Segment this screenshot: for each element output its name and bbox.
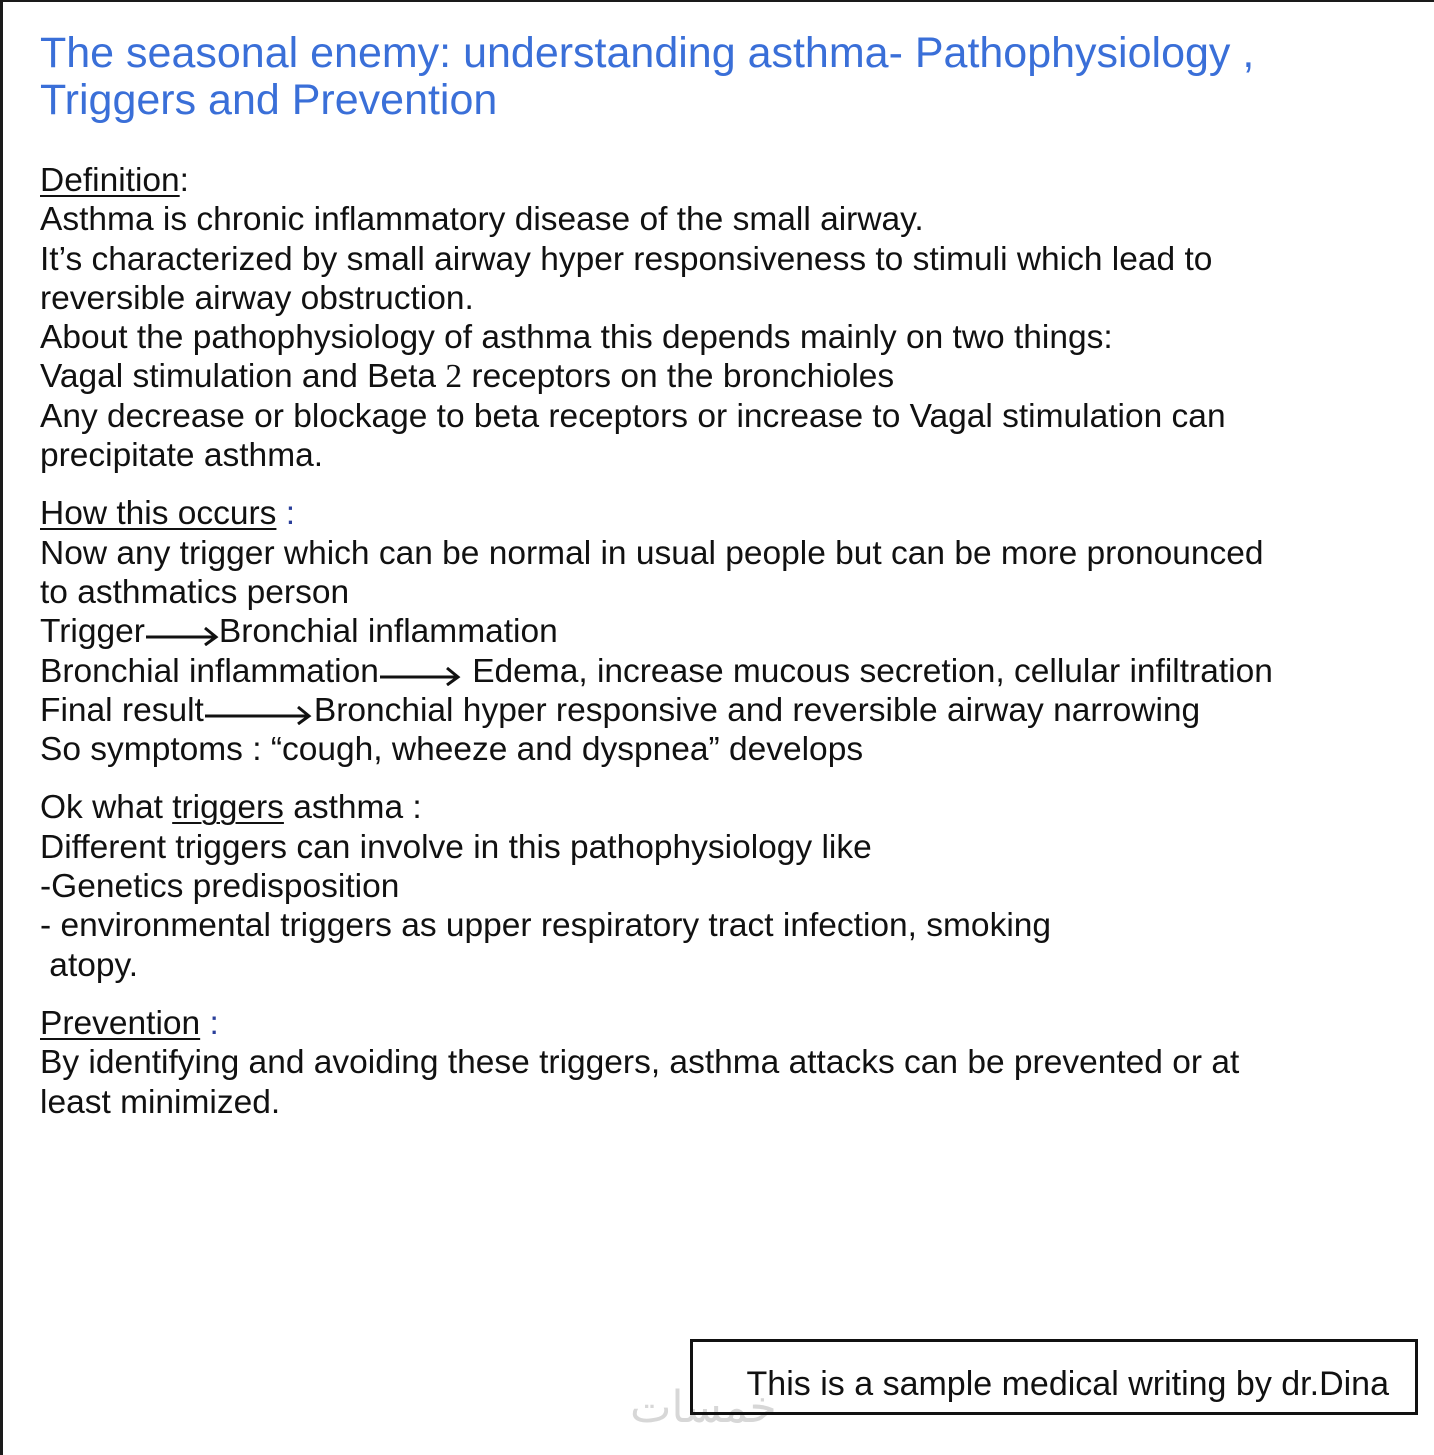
- definition-line: It’s characterized by small airway hyper responsiveness to stimuli which lead to: [40, 240, 1213, 278]
- prevention-heading-line: [40, 1004, 1410, 1043]
- triggers-underlined: triggers: [172, 789, 284, 827]
- triggers-suffix: asthma :: [283, 789, 422, 827]
- flow-to: Bronchial hyper responsive and reversible airway narrowing: [313, 691, 1201, 729]
- triggers-heading-line: [40, 788, 1410, 827]
- flow-row-final: [40, 691, 1410, 730]
- flow-from: Bronchial inflammation: [40, 652, 379, 690]
- document-page: [40, 30, 1410, 1122]
- how-line: to asthmatics person: [40, 573, 350, 611]
- how-heading-line: [40, 494, 1410, 533]
- flow-row-trigger: [40, 612, 1410, 651]
- beta-number: 2: [445, 358, 463, 396]
- section-spacer: [40, 985, 1410, 1004]
- definition-heading-line: [40, 161, 1410, 200]
- page-top-border: [0, 0, 1434, 2]
- prevention-line: By identifying and avoiding these triggers, asthma attacks can be prevented or at: [40, 1044, 1240, 1082]
- flow-from: Trigger: [40, 613, 145, 651]
- triggers-prefix: Ok what: [40, 789, 173, 827]
- definition-line-beta: [40, 357, 1410, 396]
- definition-heading: Definition: [40, 162, 180, 199]
- watermark-logo: خمسات: [630, 1382, 777, 1433]
- triggers-line: atopy.: [40, 946, 139, 984]
- sample-note-text: This is a sample medical writing by dr.Dina: [746, 1364, 1389, 1403]
- sample-note-box: [690, 1339, 1418, 1415]
- right-arrow-icon: [204, 699, 314, 725]
- prevention-heading: Prevention: [40, 1004, 201, 1042]
- triggers-line: -Genetics predisposition: [40, 868, 400, 906]
- how-line: Now any trigger which can be normal in usual people but can be more pronounced: [40, 534, 1264, 572]
- symptoms-line: So symptoms : “cough, wheeze and dyspnea” develops: [40, 731, 864, 769]
- beta-text: Vagal stimulation and Beta: [40, 358, 446, 396]
- right-arrow-icon: [145, 620, 219, 646]
- definition-colon: :: [179, 162, 189, 199]
- beta-text-suffix: receptors on the bronchioles: [462, 358, 895, 396]
- how-colon: :: [276, 495, 296, 533]
- flow-to: Bronchial inflammation: [218, 613, 558, 651]
- definition-line: About the pathophysiology of asthma this depends mainly on two things:: [40, 319, 1113, 357]
- document-body: [40, 161, 1410, 1122]
- how-heading: How this occurs: [40, 495, 277, 533]
- triggers-line: - environmental triggers as upper respiratory tract infection, smoking: [40, 907, 1052, 945]
- right-arrow-icon: [379, 660, 463, 686]
- definition-line: Any decrease or blockage to beta receptors or increase to Vagal stimulation can: [40, 397, 1226, 435]
- section-spacer: [40, 769, 1410, 788]
- section-spacer: [40, 475, 1410, 494]
- page-title: The seasonal enemy: understanding asthma- Pathophysiology , Triggers and Prevention: [40, 29, 1255, 124]
- page-left-border: [0, 0, 3, 1455]
- flow-to: Edema, increase mucous secretion, cellular infiltration: [462, 652, 1273, 690]
- definition-line: Asthma is chronic inflammatory disease of the small airway.: [40, 201, 924, 239]
- definition-line: reversible airway obstruction.: [40, 279, 474, 317]
- prevention-line: least minimized.: [40, 1083, 281, 1121]
- triggers-line: Different triggers can involve in this pathophysiology like: [40, 828, 872, 866]
- prevention-colon: :: [200, 1004, 219, 1042]
- definition-line: precipitate asthma.: [40, 437, 324, 475]
- flow-from: Final result: [40, 691, 204, 729]
- flow-row-inflammation: [40, 652, 1410, 691]
